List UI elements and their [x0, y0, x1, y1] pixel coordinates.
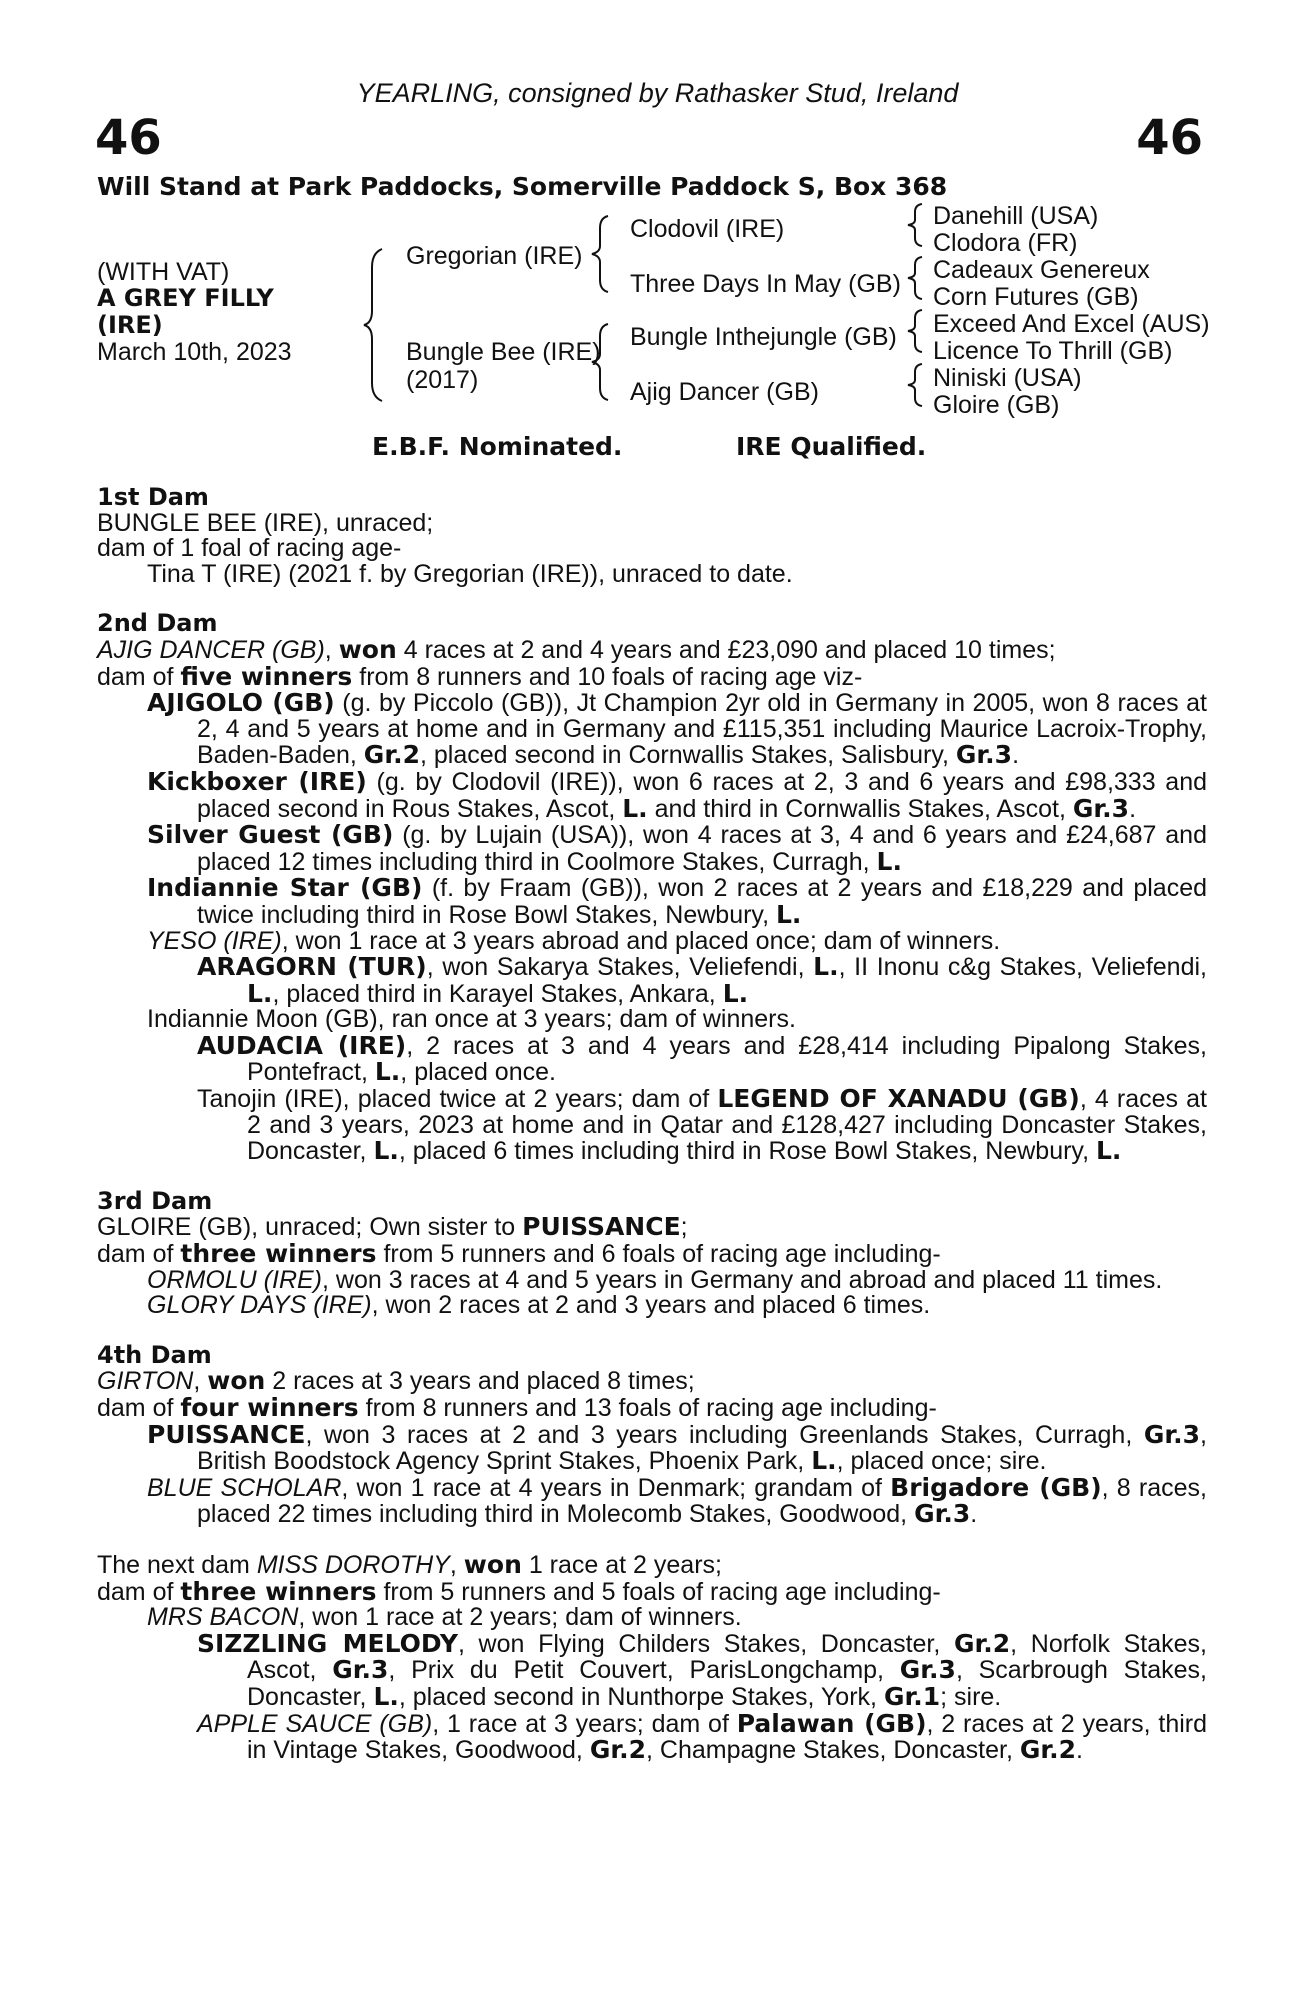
text-run: (f. by Fraam (GB)), won 2 races at 2 years and £18,229 and placed twice including third in Rose Bowl Stakes, Newbury, — [197, 874, 1207, 929]
horse-name: SIZZLING MELODY — [197, 1628, 458, 1658]
horse-name: AJIGOLO (GB) — [147, 688, 335, 718]
listed-label: L. — [622, 793, 648, 823]
text-run: , — [449, 1550, 464, 1579]
ancestor-g3-7: Niniski (USA) — [933, 364, 1082, 392]
grade-label: Gr.3 — [955, 740, 1013, 770]
text-run: , won 1 race at 4 years in Denmark; grandam of — [341, 1473, 891, 1502]
produce-entry: Tina T (IRE) (2021 f. by Gregorian (IRE)), unraced to date. — [147, 559, 793, 588]
vat-status: (WITH VAT) — [97, 258, 230, 286]
dam-produce-line — [97, 661, 1207, 691]
section-heading: 1st Dam — [97, 483, 209, 511]
horse-name: LEGEND OF XANADU (GB) — [717, 1084, 1080, 1114]
fourth-dam-section — [97, 1340, 1207, 1529]
text-run: , won Flying Childers Stakes, Doncaster, — [457, 1629, 954, 1658]
dam-line — [97, 1214, 1207, 1241]
text-run: , 1 race at 3 years; dam of — [432, 1709, 737, 1738]
text-run: , 2 races at 3 and 4 years and £28,414 including Pipalong Stakes, Pontefract, — [247, 1031, 1207, 1087]
text-run: , Scarbrough Stakes, Doncaster, — [247, 1656, 1207, 1711]
text-run: and third in Cornwallis Stakes, Ascot, — [647, 794, 1073, 823]
horse-name: PUISSANCE — [522, 1212, 681, 1242]
horse-name: Kickboxer (IRE) — [147, 766, 367, 796]
first-dam-section — [97, 485, 1207, 587]
text-run: dam of — [97, 1394, 181, 1422]
text-run: , 4 races at 2 and 3 years, 2023 at home and in Qatar and £128,427 including Doncaster Stakes, Doncaster, — [247, 1085, 1207, 1166]
pedigree-brace-g4 — [904, 360, 926, 410]
text-run: 4 races at 2 and 4 years and £23,090 and placed 10 times; — [396, 635, 1056, 664]
produce-entry — [97, 1293, 1207, 1319]
text-run: , placed second in Nunthorpe Stakes, York, — [398, 1682, 884, 1711]
text-run: , placed third in Karayel Stakes, Ankara, — [272, 979, 723, 1008]
listed-label: L. — [1095, 1136, 1122, 1166]
listed-label: L. — [373, 1136, 399, 1166]
produce-entry — [97, 822, 1207, 875]
horse-name: APPLE SAUCE (GB) — [197, 1709, 433, 1738]
grade-label: Gr.2 — [363, 740, 420, 770]
grade-label: Gr.3 — [914, 1499, 971, 1529]
sale-type: YEARLING, consigned by Rathasker Stud, Ireland — [356, 78, 959, 108]
lot-number-left: 46 — [95, 110, 162, 166]
ancestor-g3-2: Clodora (FR) — [933, 229, 1078, 257]
dam-sire-name: Bungle Inthejungle (GB) — [630, 323, 897, 351]
second-dam-section — [97, 611, 1207, 1164]
listed-label: L. — [775, 899, 802, 929]
listed-label: L. — [374, 1057, 401, 1087]
ancestor-g3-5: Exceed And Excel (AUS) — [933, 310, 1210, 338]
produce-sub-entry — [97, 1628, 1207, 1711]
produce-entry — [97, 1265, 1207, 1294]
grade-label: Gr.2 — [1019, 1735, 1077, 1765]
grade-label: Gr.3 — [332, 1655, 389, 1685]
produce-entry — [97, 1605, 1207, 1631]
dam-name: GIRTON — [97, 1367, 194, 1396]
ebf-tag: E.B.F. Nominated. — [372, 432, 623, 461]
dam-dam-name: Ajig Dancer (GB) — [630, 378, 819, 406]
horse-name: ARAGORN (TUR) — [197, 952, 427, 982]
text-run: , won 1 race at 2 years; dam of winners. — [298, 1603, 742, 1632]
grade-label: Gr.3 — [1072, 793, 1130, 823]
text-run: , won 2 races at 2 and 3 years and placed 6 times. — [371, 1291, 931, 1320]
ancestor-g3-6: Licence To Thrill (GB) — [933, 337, 1173, 365]
produce-entry — [97, 1472, 1207, 1529]
produce-entry — [97, 1419, 1207, 1476]
listed-label: L. — [247, 978, 273, 1008]
text-run: ; sire. — [940, 1682, 1002, 1711]
listed-label: L. — [876, 846, 902, 876]
listed-label: L. — [373, 1681, 399, 1711]
text-run: , Norfolk Stakes, Ascot, — [247, 1629, 1207, 1685]
text-run: , 2 races at 2 years, third in Vintage Stakes, Goodwood, — [247, 1709, 1208, 1765]
text-run: from 8 runners and 10 foals of racing age viz- — [352, 662, 863, 691]
horse-name: Indiannie Star (GB) — [147, 873, 423, 903]
horse-name: BLUE SCHOLAR — [147, 1473, 342, 1502]
produce-sub-entry — [97, 1030, 1207, 1087]
grade-label: Gr.3 — [899, 1655, 956, 1685]
winners-count: four winners — [180, 1393, 359, 1422]
text-run: , won 3 races at 2 and 3 years including Greenlands Stakes, Curragh, — [305, 1420, 1144, 1449]
dam-line — [97, 634, 1207, 664]
pedigree-brace-g3 — [904, 306, 926, 356]
dam-year: (2017) — [406, 366, 479, 394]
dam-line — [97, 1549, 1207, 1579]
horse-name: MRS BACON — [147, 1603, 299, 1632]
ancestor-g3-3: Cadeaux Genereux — [933, 256, 1150, 284]
pedigree-brace-main — [360, 245, 392, 405]
produce-entry — [97, 766, 1208, 823]
sire-sire-name: Clodovil (IRE) — [630, 215, 785, 243]
horse-name: GLORY DAYS (IRE) — [147, 1291, 372, 1320]
text-run: , placed second in Cornwallis Stakes, Salisbury, — [419, 741, 956, 770]
pedigree-brace-g1 — [904, 200, 926, 250]
horse-origin: (IRE) — [97, 311, 163, 339]
dam-line — [97, 1368, 1207, 1395]
produce-sub-entry — [97, 954, 1207, 1007]
listed-label: L. — [813, 952, 839, 982]
text-run: 1 race at 2 years; — [521, 1550, 722, 1579]
horse-name: YESO (IRE) — [147, 926, 282, 955]
text-run: , — [324, 635, 339, 664]
text-run: The next dam — [97, 1550, 257, 1579]
text-run: , won 1 race at 3 years abroad and placed once; dam of winners. — [281, 926, 1001, 955]
dam-name: AJIG DANCER (GB) — [97, 635, 325, 664]
won-label: won — [338, 634, 397, 664]
text-run: , won 3 races at 4 and 5 years in Germany and abroad and placed 11 times. — [322, 1265, 1163, 1294]
text-run: . — [970, 1500, 978, 1529]
grade-label: Gr.2 — [953, 1628, 1011, 1658]
winners-count: three winners — [180, 1576, 377, 1606]
produce-entry: Indiannie Moon (GB), ran once at 3 years; dam of winners. — [147, 1005, 796, 1034]
text-run: , placed once; sire. — [836, 1447, 1047, 1476]
horse-name: AUDACIA (IRE) — [197, 1030, 407, 1060]
listed-label: L. — [722, 978, 749, 1008]
horse-description: A GREY FILLY — [97, 284, 274, 312]
stand-location: Will Stand at Park Paddocks, Somerville Paddock S, Box 368 — [97, 172, 948, 201]
produce-entry — [97, 926, 1207, 955]
dam-produce-line — [97, 1395, 1207, 1422]
dam-produce-line — [97, 1576, 1207, 1606]
ancestor-g3-1: Danehill (USA) — [933, 202, 1099, 230]
horse-name: Palawan (GB) — [736, 1708, 927, 1738]
text-run: , British Boodstock Agency Sprint Stakes, Phoenix Park, — [197, 1420, 1207, 1476]
text-run: (g. by Lujain (USA)), won 4 races at 3, 4 and 6 years and £24,687 and placed 12 times including third in Coolmore Stakes, Curragh, — [197, 821, 1207, 876]
listed-label: L. — [811, 1446, 837, 1476]
text-run: . — [1012, 741, 1020, 770]
text-run: from 5 runners and 5 foals of racing age including- — [376, 1577, 941, 1606]
text-run: ; — [680, 1213, 688, 1242]
text-run: , placed 6 times including third in Rose Bowl Stakes, Newbury, — [398, 1137, 1096, 1166]
winners-count: three winners — [180, 1239, 377, 1269]
lot-number-right: 46 — [1136, 110, 1203, 166]
dam-name: Bungle Bee (IRE) — [406, 338, 601, 366]
section-heading: 2nd Dam — [97, 609, 218, 638]
third-dam-section — [97, 1186, 1207, 1320]
horse-name: Silver Guest (GB) — [147, 820, 394, 850]
catalogue-body — [97, 485, 1207, 1764]
next-dam-section — [97, 1549, 1208, 1765]
ancestor-g3-4: Corn Futures (GB) — [933, 283, 1139, 311]
text-run: , Prix du Petit Couvert, ParisLongchamp, — [388, 1656, 900, 1685]
horse-name: PUISSANCE — [147, 1419, 306, 1449]
text-run: 2 races at 3 years and placed 8 times; — [265, 1367, 695, 1396]
dam-produce-line — [97, 1241, 1207, 1268]
ancestor-g3-8: Gloire (GB) — [933, 391, 1060, 419]
text-run: dam of — [97, 1577, 181, 1606]
dam-produce-line: dam of 1 foal of racing age- — [97, 534, 402, 563]
produce-entry — [97, 875, 1207, 928]
text-run: (g. by Piccolo (GB)), Jt Champion 2yr old in Germany in 2005, won 8 races at 2, 4 and 5 years at home and in Germany and £115,351 including Maurice Lacroix-Trophy, Baden-Baden, — [197, 689, 1207, 770]
text-run: from 5 runners and 6 foals of racing age including- — [376, 1240, 941, 1269]
sire-name: Gregorian (IRE) — [406, 242, 583, 270]
produce-sub-entry — [97, 1708, 1208, 1765]
foaling-date: March 10th, 2023 — [97, 338, 292, 366]
grade-label: Gr.1 — [883, 1681, 941, 1711]
grade-label: Gr.2 — [589, 1735, 647, 1765]
produce-sub-entry — [97, 1086, 1207, 1165]
won-label: won — [207, 1366, 266, 1396]
text-run: . — [1129, 794, 1137, 823]
text-run: (g. by Clodovil (IRE)), won 6 races at 2, 3 and 6 years and £98,333 and placed second in Rous Stakes, Ascot, — [197, 767, 1208, 823]
text-run: , Champagne Stakes, Doncaster, — [646, 1736, 1020, 1765]
text-run: , — [193, 1367, 208, 1396]
text-run: Tanojin (IRE), placed twice at 2 years; dam of — [197, 1085, 718, 1114]
text-run: . — [1076, 1736, 1083, 1765]
dam-name: MISS DOROTHY — [256, 1550, 450, 1579]
horse-name: Brigadore (GB) — [890, 1472, 1102, 1502]
text-run: , won Sakarya Stakes, Veliefendi, — [426, 953, 814, 982]
dam-line: BUNGLE BEE (IRE), unraced; — [97, 508, 434, 537]
won-label: won — [463, 1549, 522, 1579]
ire-tag: IRE Qualified. — [736, 432, 927, 461]
pedigree-brace-sire — [588, 212, 614, 296]
pedigree-brace-g2 — [904, 253, 926, 303]
text-run: , II Inonu c&g Stakes, Veliefendi, — [838, 953, 1207, 982]
produce-entry — [97, 690, 1207, 769]
text-run: GLOIRE (GB), unraced; Own sister to — [97, 1213, 523, 1242]
text-run: from 8 runners and 13 foals of racing age including- — [358, 1394, 937, 1422]
text-run: dam of — [97, 662, 181, 691]
grade-label: Gr.3 — [1143, 1419, 1201, 1449]
section-heading: 3rd Dam — [97, 1186, 213, 1215]
text-run: , 8 races, placed 22 times including third in Molecomb Stakes, Goodwood, — [197, 1473, 1207, 1529]
text-run: , placed once. — [400, 1058, 556, 1087]
winners-count: five winners — [180, 661, 353, 691]
sire-dam-name: Three Days In May (GB) — [630, 270, 901, 298]
text-run: dam of — [97, 1240, 181, 1269]
horse-name: ORMOLU (IRE) — [147, 1265, 322, 1294]
section-heading: 4th Dam — [97, 1340, 212, 1369]
